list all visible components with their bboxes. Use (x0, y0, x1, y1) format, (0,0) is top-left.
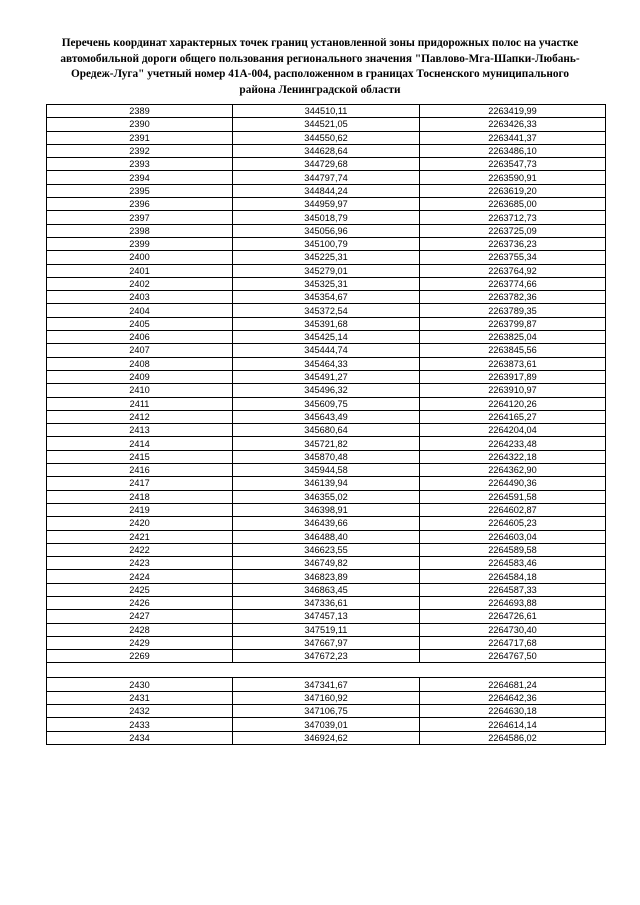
point-number-cell: 2419 (47, 503, 233, 516)
point-number-cell: 2407 (47, 344, 233, 357)
point-number-cell: 2269 (47, 650, 233, 663)
point-number-cell: 2397 (47, 211, 233, 224)
y-coordinate-cell: 2264693,88 (420, 596, 606, 609)
point-number-cell: 2415 (47, 450, 233, 463)
y-coordinate-cell: 2263782,36 (420, 291, 606, 304)
point-number-cell: 2390 (47, 118, 233, 131)
table-row (47, 610, 606, 623)
table-row (47, 370, 606, 383)
x-coordinate-cell: 346863,45 (233, 583, 420, 596)
y-coordinate-cell: 2263712,73 (420, 211, 606, 224)
table-gap-cell (47, 663, 606, 678)
table-row (47, 331, 606, 344)
title-line: района Ленинградской области (239, 83, 401, 96)
x-coordinate-cell: 347672,23 (233, 650, 420, 663)
x-coordinate-cell: 345680,64 (233, 424, 420, 437)
x-coordinate-cell: 346139,94 (233, 477, 420, 490)
table-row (47, 251, 606, 264)
table-row (47, 731, 606, 744)
x-coordinate-cell: 345944,58 (233, 464, 420, 477)
table-row (47, 357, 606, 370)
y-coordinate-cell: 2264362,90 (420, 464, 606, 477)
y-coordinate-cell: 2264730,40 (420, 623, 606, 636)
table-row (47, 623, 606, 636)
y-coordinate-cell: 2263774,66 (420, 277, 606, 290)
table-gap-row (47, 663, 606, 678)
y-coordinate-cell: 2264120,26 (420, 397, 606, 410)
table-row (47, 691, 606, 704)
x-coordinate-cell: 345225,31 (233, 251, 420, 264)
point-number-cell: 2400 (47, 251, 233, 264)
point-number-cell: 2393 (47, 158, 233, 171)
x-coordinate-cell: 345464,33 (233, 357, 420, 370)
point-number-cell: 2412 (47, 410, 233, 423)
point-number-cell: 2401 (47, 264, 233, 277)
y-coordinate-cell: 2264642,36 (420, 691, 606, 704)
x-coordinate-cell: 345870,48 (233, 450, 420, 463)
x-coordinate-cell: 345372,54 (233, 304, 420, 317)
coordinates-table (46, 104, 606, 745)
y-coordinate-cell: 2263789,35 (420, 304, 606, 317)
point-number-cell: 2426 (47, 596, 233, 609)
x-coordinate-cell: 346823,89 (233, 570, 420, 583)
table-row (47, 277, 606, 290)
y-coordinate-cell: 2263619,20 (420, 184, 606, 197)
table-row (47, 557, 606, 570)
point-number-cell: 2425 (47, 583, 233, 596)
table-row (47, 291, 606, 304)
x-coordinate-cell: 345018,79 (233, 211, 420, 224)
table-row (47, 424, 606, 437)
point-number-cell: 2410 (47, 384, 233, 397)
table-row (47, 171, 606, 184)
table-row (47, 583, 606, 596)
title-line: Перечень координат характерных точек границ установленной зоны придорожных полос на участке (61, 37, 579, 49)
point-number-cell: 2395 (47, 184, 233, 197)
point-number-cell: 2416 (47, 464, 233, 477)
coordinates-table-body-b (47, 678, 606, 744)
table-row (47, 650, 606, 663)
table-row (47, 198, 606, 211)
table-row (47, 397, 606, 410)
y-coordinate-cell: 2264614,14 (420, 718, 606, 731)
x-coordinate-cell: 344844,24 (233, 184, 420, 197)
y-coordinate-cell: 2263486,10 (420, 144, 606, 157)
point-number-cell: 2429 (47, 636, 233, 649)
point-number-cell: 2422 (47, 543, 233, 556)
table-row (47, 144, 606, 157)
x-coordinate-cell: 347106,75 (233, 705, 420, 718)
y-coordinate-cell: 2264322,18 (420, 450, 606, 463)
y-coordinate-cell: 2263917,89 (420, 370, 606, 383)
y-coordinate-cell: 2264587,33 (420, 583, 606, 596)
table-row (47, 131, 606, 144)
table-row (47, 237, 606, 250)
table-row (47, 211, 606, 224)
point-number-cell: 2402 (47, 277, 233, 290)
x-coordinate-cell: 346749,82 (233, 557, 420, 570)
y-coordinate-cell: 2264165,27 (420, 410, 606, 423)
table-row (47, 224, 606, 237)
x-coordinate-cell: 345444,74 (233, 344, 420, 357)
y-coordinate-cell: 2263845,56 (420, 344, 606, 357)
y-coordinate-cell: 2264767,50 (420, 650, 606, 663)
point-number-cell: 2427 (47, 610, 233, 623)
y-coordinate-cell: 2264583,46 (420, 557, 606, 570)
y-coordinate-cell: 2264589,58 (420, 543, 606, 556)
table-row (47, 118, 606, 131)
table-row (47, 264, 606, 277)
point-number-cell: 2421 (47, 530, 233, 543)
point-number-cell: 2428 (47, 623, 233, 636)
x-coordinate-cell: 345643,49 (233, 410, 420, 423)
y-coordinate-cell: 2264726,61 (420, 610, 606, 623)
x-coordinate-cell: 345279,01 (233, 264, 420, 277)
y-coordinate-cell: 2263419,99 (420, 105, 606, 118)
table-row (47, 530, 606, 543)
table-row (47, 158, 606, 171)
point-number-cell: 2434 (47, 731, 233, 744)
y-coordinate-cell: 2264602,87 (420, 503, 606, 516)
table-row (47, 718, 606, 731)
table-row (47, 384, 606, 397)
x-coordinate-cell: 346398,91 (233, 503, 420, 516)
y-coordinate-cell: 2264591,58 (420, 490, 606, 503)
table-row (47, 410, 606, 423)
point-number-cell: 2396 (47, 198, 233, 211)
point-number-cell: 2406 (47, 331, 233, 344)
x-coordinate-cell: 347457,13 (233, 610, 420, 623)
y-coordinate-cell: 2264603,04 (420, 530, 606, 543)
table-row (47, 570, 606, 583)
x-coordinate-cell: 346924,62 (233, 731, 420, 744)
point-number-cell: 2404 (47, 304, 233, 317)
x-coordinate-cell: 345721,82 (233, 437, 420, 450)
y-coordinate-cell: 2264490,36 (420, 477, 606, 490)
y-coordinate-cell: 2264586,02 (420, 731, 606, 744)
y-coordinate-cell: 2263725,09 (420, 224, 606, 237)
point-number-cell: 2389 (47, 105, 233, 118)
point-number-cell: 2417 (47, 477, 233, 490)
x-coordinate-cell: 345491,27 (233, 370, 420, 383)
table-row (47, 477, 606, 490)
table-row (47, 517, 606, 530)
x-coordinate-cell: 345354,67 (233, 291, 420, 304)
y-coordinate-cell: 2264681,24 (420, 678, 606, 691)
y-coordinate-cell: 2263441,37 (420, 131, 606, 144)
x-coordinate-cell: 344959,97 (233, 198, 420, 211)
x-coordinate-cell: 344628,64 (233, 144, 420, 157)
y-coordinate-cell: 2264717,68 (420, 636, 606, 649)
point-number-cell: 2424 (47, 570, 233, 583)
point-number-cell: 2432 (47, 705, 233, 718)
x-coordinate-cell: 347341,67 (233, 678, 420, 691)
point-number-cell: 2411 (47, 397, 233, 410)
point-number-cell: 2391 (47, 131, 233, 144)
point-number-cell: 2408 (47, 357, 233, 370)
x-coordinate-cell: 345425,14 (233, 331, 420, 344)
x-coordinate-cell: 344550,62 (233, 131, 420, 144)
table-row (47, 184, 606, 197)
x-coordinate-cell: 345100,79 (233, 237, 420, 250)
x-coordinate-cell: 344729,68 (233, 158, 420, 171)
y-coordinate-cell: 2263910,97 (420, 384, 606, 397)
point-number-cell: 2403 (47, 291, 233, 304)
table-row (47, 464, 606, 477)
table-row (47, 344, 606, 357)
table-row (47, 705, 606, 718)
x-coordinate-cell: 345496,32 (233, 384, 420, 397)
y-coordinate-cell: 2264630,18 (420, 705, 606, 718)
x-coordinate-cell: 345609,75 (233, 397, 420, 410)
table-row (47, 304, 606, 317)
point-number-cell: 2420 (47, 517, 233, 530)
y-coordinate-cell: 2263426,33 (420, 118, 606, 131)
point-number-cell: 2418 (47, 490, 233, 503)
x-coordinate-cell: 346623,55 (233, 543, 420, 556)
y-coordinate-cell: 2263685,00 (420, 198, 606, 211)
x-coordinate-cell: 345325,31 (233, 277, 420, 290)
title-line: Оредеж-Луга" учетный номер 41А-004, расположенном в границах Тосненского муниципального (70, 68, 570, 80)
x-coordinate-cell: 346355,02 (233, 490, 420, 503)
y-coordinate-cell: 2264233,48 (420, 437, 606, 450)
point-number-cell: 2398 (47, 224, 233, 237)
x-coordinate-cell: 344797,74 (233, 171, 420, 184)
y-coordinate-cell: 2264204,04 (420, 424, 606, 437)
title-line: автомобильной дороги общего пользования регионального значения "Павлово-Мга-Шапки-Любань- (60, 52, 580, 65)
table-row (47, 596, 606, 609)
point-number-cell: 2392 (47, 144, 233, 157)
point-number-cell: 2394 (47, 171, 233, 184)
document-title (40, 36, 600, 98)
table-row (47, 437, 606, 450)
x-coordinate-cell: 346488,40 (233, 530, 420, 543)
point-number-cell: 2409 (47, 370, 233, 383)
table-row (47, 105, 606, 118)
point-number-cell: 2433 (47, 718, 233, 731)
coordinates-table-gap (47, 663, 606, 678)
point-number-cell: 2413 (47, 424, 233, 437)
x-coordinate-cell: 345391,68 (233, 317, 420, 330)
table-row (47, 636, 606, 649)
table-row (47, 490, 606, 503)
table-row (47, 678, 606, 691)
x-coordinate-cell: 347336,61 (233, 596, 420, 609)
point-number-cell: 2399 (47, 237, 233, 250)
y-coordinate-cell: 2263825,04 (420, 331, 606, 344)
y-coordinate-cell: 2263547,73 (420, 158, 606, 171)
x-coordinate-cell: 344510,11 (233, 105, 420, 118)
x-coordinate-cell: 345056,96 (233, 224, 420, 237)
y-coordinate-cell: 2264605,23 (420, 517, 606, 530)
point-number-cell: 2414 (47, 437, 233, 450)
table-row (47, 450, 606, 463)
y-coordinate-cell: 2263764,92 (420, 264, 606, 277)
point-number-cell: 2405 (47, 317, 233, 330)
y-coordinate-cell: 2263755,34 (420, 251, 606, 264)
point-number-cell: 2430 (47, 678, 233, 691)
x-coordinate-cell: 346439,66 (233, 517, 420, 530)
y-coordinate-cell: 2263873,61 (420, 357, 606, 370)
x-coordinate-cell: 347160,92 (233, 691, 420, 704)
y-coordinate-cell: 2263799,87 (420, 317, 606, 330)
x-coordinate-cell: 347667,97 (233, 636, 420, 649)
table-row (47, 317, 606, 330)
x-coordinate-cell: 344521,05 (233, 118, 420, 131)
coordinates-table-body-a (47, 105, 606, 663)
y-coordinate-cell: 2263736,23 (420, 237, 606, 250)
y-coordinate-cell: 2264584,18 (420, 570, 606, 583)
x-coordinate-cell: 347039,01 (233, 718, 420, 731)
table-row (47, 543, 606, 556)
point-number-cell: 2431 (47, 691, 233, 704)
table-row (47, 503, 606, 516)
y-coordinate-cell: 2263590,91 (420, 171, 606, 184)
point-number-cell: 2423 (47, 557, 233, 570)
x-coordinate-cell: 347519,11 (233, 623, 420, 636)
